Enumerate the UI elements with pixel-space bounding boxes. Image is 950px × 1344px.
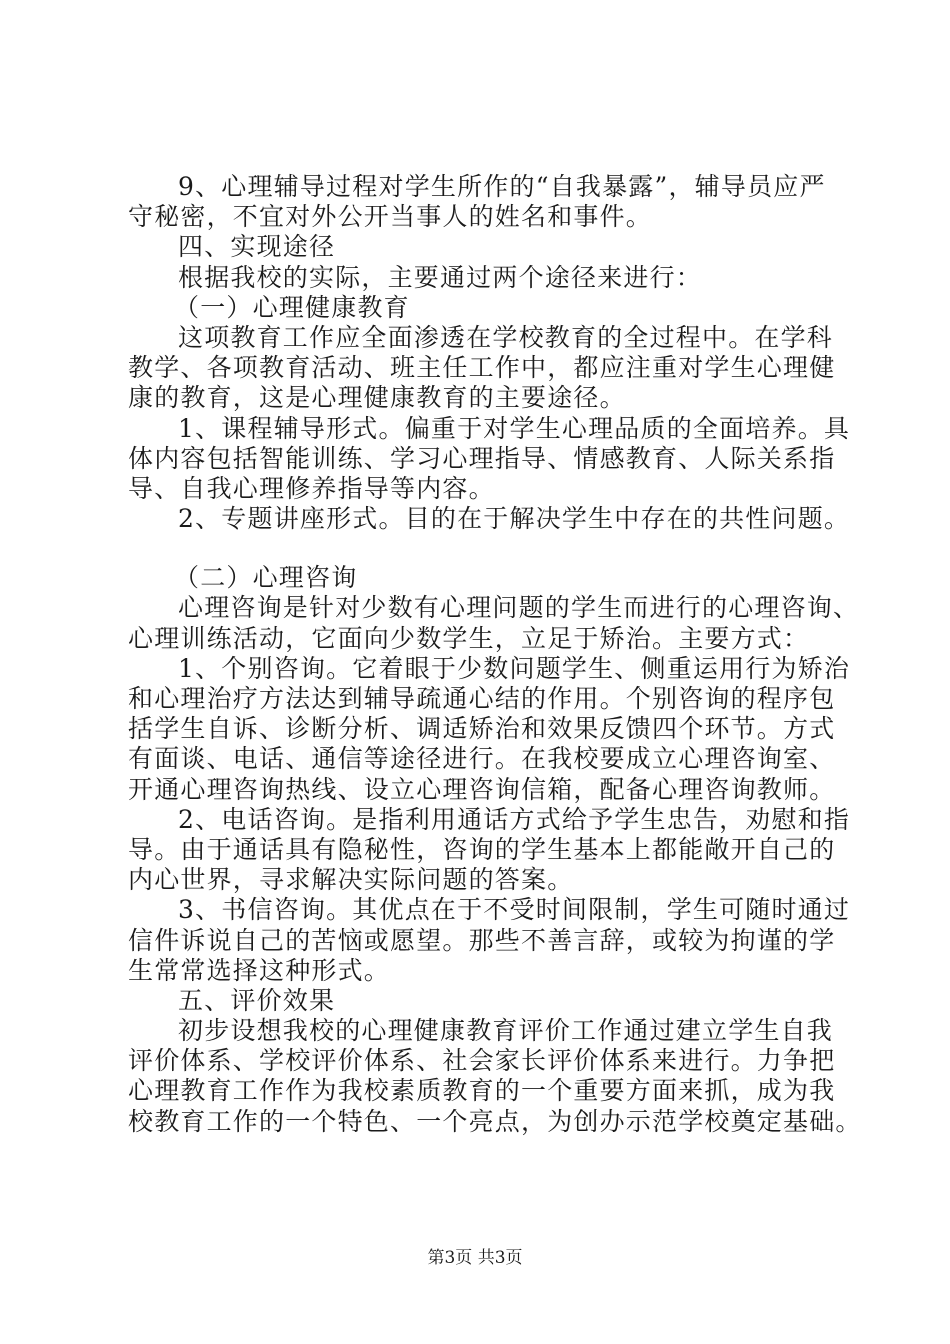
paragraph-course-guidance xyxy=(128,413,851,505)
paragraph-phone-counseling xyxy=(128,804,851,896)
text-line: 2、电话咨询。是指利用通话方式给予学生忠告，劝慰和指 xyxy=(178,804,851,834)
subsection-heading-1: （一）心理健康教育 xyxy=(174,292,410,322)
paragraph-approach-intro: 根据我校的实际，主要通过两个途径来进行： xyxy=(178,262,703,292)
text-line: 体内容包括智能训练、学习心理指导、情感教育、人际关系指 xyxy=(128,443,836,473)
text-line: 心理教育工作作为我校素质教育的一个重要方面来抓，成为我 xyxy=(128,1076,836,1106)
text-line: 康的教育，这是心理健康教育的主要途径。 xyxy=(128,383,626,413)
text-line: 心理咨询是针对少数有心理问题的学生而进行的心理咨询、 xyxy=(178,593,860,623)
text-line: 守秘密，不宜对外公开当事人的姓名和事件。 xyxy=(128,202,653,232)
text-line: 和心理治疗方法达到辅导疏通心结的作用。个别咨询的程序包 xyxy=(128,684,836,713)
text-line: 校教育工作的一个特色、一个亮点，为创办示范学校奠定基础。 xyxy=(128,1106,862,1136)
page-number-footer: 第3页 共3页 xyxy=(427,1248,523,1268)
text-line: 9、心理辅导过程对学生所作的“自我暴露”，辅导员应严 xyxy=(178,172,826,201)
text-line: 心理训练活动，它面向少数学生，立足于矫治。主要方式： xyxy=(128,623,810,653)
text-line: 括学生自诉、诊断分析、调适矫治和效果反馈四个环节。方式 xyxy=(128,714,836,744)
text-line: 开通心理咨询热线、设立心理咨询信箱，配备心理咨询教师。 xyxy=(128,774,836,804)
document-body xyxy=(128,172,862,1137)
subsection-heading-2: （二）心理咨询 xyxy=(174,563,358,593)
text-line: 3、书信咨询。其优点在于不受时间限制，学生可随时通过 xyxy=(178,895,851,925)
paragraph-evaluation xyxy=(128,1016,862,1137)
section-heading-5: 五、评价效果 xyxy=(178,985,336,1015)
text-line: 评价体系、学校评价体系、社会家长评价体系来进行。力争把 xyxy=(128,1046,836,1076)
paragraph-lectures: 2、专题讲座形式。目的在于解决学生中存在的共性问题。 xyxy=(178,504,851,534)
paragraph-9-confidentiality xyxy=(128,172,838,232)
text-line: 这项教育工作应全面渗透在学校教育的全过程中。在学科 xyxy=(178,322,834,352)
text-line: 1、个别咨询。它着眼于少数问题学生、侧重运用行为矫治 xyxy=(178,653,851,683)
paragraph-individual-counseling xyxy=(128,653,851,805)
text-line: 内心世界，寻求解决实际问题的答案。 xyxy=(128,865,574,895)
text-line: 初步设想我校的心理健康教育评价工作通过建立学生自我 xyxy=(178,1016,834,1046)
paragraph-letter-counseling xyxy=(128,895,851,986)
text-line: 教学、各项教育活动、班主任工作中，都应注重对学生心理健 xyxy=(128,353,836,383)
paragraph-spacer xyxy=(128,534,838,563)
paragraph-counseling-intro xyxy=(128,593,860,653)
text-line: 导、自我心理修养指导等内容。 xyxy=(128,473,495,503)
text-line: 有面谈、电话、通信等途径进行。在我校要成立心理咨询室、 xyxy=(128,744,836,774)
text-line: 信件诉说自己的苦恼或愿望。那些不善言辞，或较为拘谨的学 xyxy=(128,925,836,955)
text-line: 1、课程辅导形式。偏重于对学生心理品质的全面培养。具 xyxy=(178,413,851,443)
section-heading-4: 四、实现途径 xyxy=(178,232,336,262)
paragraph-mental-health-education xyxy=(128,323,838,414)
text-line: 生常常选择这种形式。 xyxy=(128,955,391,985)
text-line: 导。由于通话具有隐秘性，咨询的学生基本上都能敞开自己的 xyxy=(128,834,836,864)
